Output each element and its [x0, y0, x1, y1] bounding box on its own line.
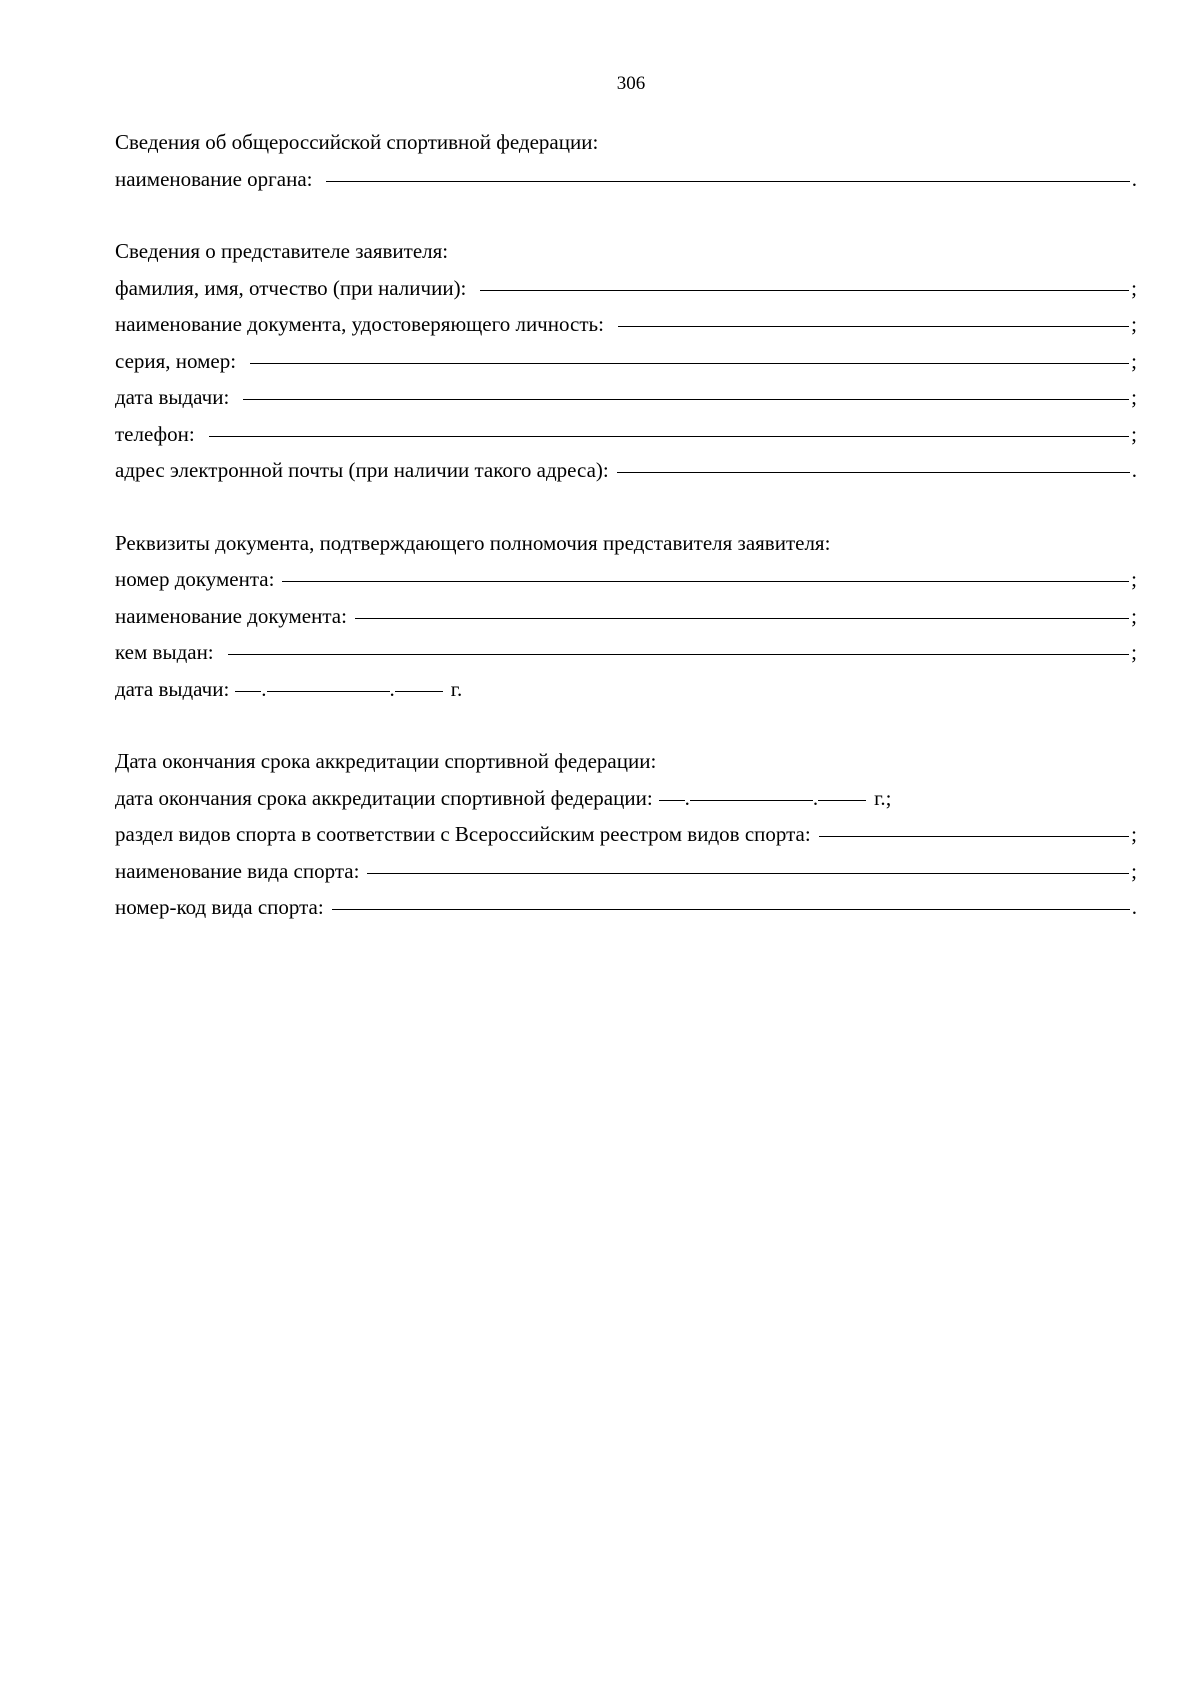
month-blank[interactable]: [267, 669, 390, 692]
year-suffix: г.: [450, 676, 463, 701]
date-separator: .: [389, 676, 395, 701]
accreditation-section: [115, 743, 1137, 926]
federation-name-row: [115, 161, 1137, 198]
representative-fio-row: [115, 270, 1137, 307]
day-blank[interactable]: [235, 669, 261, 692]
day-blank[interactable]: [659, 778, 685, 801]
field-end: ;: [1131, 858, 1137, 883]
accreditation-date-row: [115, 780, 1137, 817]
field-label: кем выдан:: [115, 640, 214, 664]
field-label: дата выдачи:: [115, 676, 230, 701]
federation-name-blank[interactable]: [326, 159, 1129, 182]
section-heading: Дата окончания срока аккредитации спортивной федерации:: [115, 749, 657, 773]
date-separator: .: [261, 676, 267, 701]
year-suffix: г.;: [874, 785, 892, 810]
representative-id-doc-row: [115, 306, 1137, 343]
accreditation-heading: [115, 743, 1137, 780]
field-end: .: [1131, 458, 1137, 482]
date-separator: .: [684, 785, 690, 810]
representative-email-row: [115, 452, 1137, 489]
year-blank[interactable]: [395, 669, 443, 692]
field-end: .: [1131, 895, 1137, 919]
field-end: ;: [1131, 822, 1137, 846]
field-end: ;: [1131, 567, 1137, 591]
field-label: дата окончания срока аккредитации спортивной федерации:: [115, 785, 653, 810]
representative-phone-row: [115, 416, 1137, 453]
year-blank[interactable]: [818, 778, 866, 801]
field-label: раздел видов спорта в соответствии с Всероссийским реестром видов спорта:: [115, 822, 811, 846]
sport-section-row: [115, 816, 1137, 853]
field-end: ;: [1131, 312, 1137, 336]
field-label: дата выдачи:: [115, 385, 230, 409]
sport-code-blank[interactable]: [332, 887, 1130, 910]
field-end: ;: [1131, 275, 1137, 300]
field-label: адрес электронной почты (при наличии такого адреса):: [115, 458, 609, 482]
field-label: наименование вида спорта:: [115, 858, 360, 883]
sport-name-row: [115, 853, 1137, 890]
field-end: ;: [1131, 640, 1137, 664]
field-label: номер-код вида спорта:: [115, 895, 324, 919]
field-label: наименование документа:: [115, 603, 347, 628]
representative-id-doc-blank[interactable]: [618, 304, 1129, 327]
field-end: ;: [1131, 348, 1137, 373]
sport-code-row: [115, 889, 1137, 926]
representative-series-row: [115, 343, 1137, 380]
representative-series-blank[interactable]: [250, 341, 1129, 364]
authority-doc-issuer-blank[interactable]: [228, 632, 1130, 655]
representative-phone-blank[interactable]: [209, 414, 1129, 437]
sport-section-blank[interactable]: [819, 814, 1129, 837]
authority-doc-section: [115, 525, 1137, 708]
field-label: наименование органа:: [115, 166, 313, 191]
field-end: ;: [1131, 421, 1137, 446]
authority-doc-issuer-row: [115, 634, 1137, 671]
authority-doc-name-row: [115, 598, 1137, 635]
authority-doc-number-row: [115, 561, 1137, 598]
field-end: .: [1131, 166, 1137, 191]
date-separator: .: [812, 785, 819, 810]
representative-heading: [115, 233, 1137, 270]
month-blank[interactable]: [690, 778, 813, 801]
page-number: 306: [616, 73, 646, 94]
representative-issue-date-row: [115, 379, 1137, 416]
field-end: ;: [1131, 385, 1137, 409]
authority-doc-date-row: [115, 671, 1137, 708]
field-label: номер документа:: [115, 567, 275, 591]
section-heading: Реквизиты документа, подтверждающего полномочия представителя заявителя:: [115, 530, 831, 555]
field-label: наименование документа, удостоверяющего личность:: [115, 312, 604, 336]
field-end: ;: [1131, 603, 1137, 628]
representative-section: [115, 233, 1137, 489]
field-label: фамилия, имя, отчество (при наличии):: [115, 275, 467, 300]
sport-name-blank[interactable]: [367, 851, 1129, 874]
field-label: серия, номер:: [115, 348, 237, 373]
authority-doc-number-blank[interactable]: [282, 559, 1129, 582]
authority-doc-heading: [115, 525, 1137, 562]
federation-section: [115, 124, 1137, 197]
representative-email-blank[interactable]: [617, 450, 1130, 473]
field-label: телефон:: [115, 421, 195, 446]
form-body: [115, 124, 1137, 962]
authority-doc-name-blank[interactable]: [355, 596, 1129, 619]
representative-issue-date-blank[interactable]: [243, 377, 1129, 400]
representative-fio-blank[interactable]: [480, 268, 1129, 291]
section-heading: Сведения о представителе заявителя:: [115, 239, 449, 263]
section-heading: Сведения об общероссийской спортивной федерации:: [115, 130, 599, 154]
federation-heading: [115, 124, 1137, 161]
